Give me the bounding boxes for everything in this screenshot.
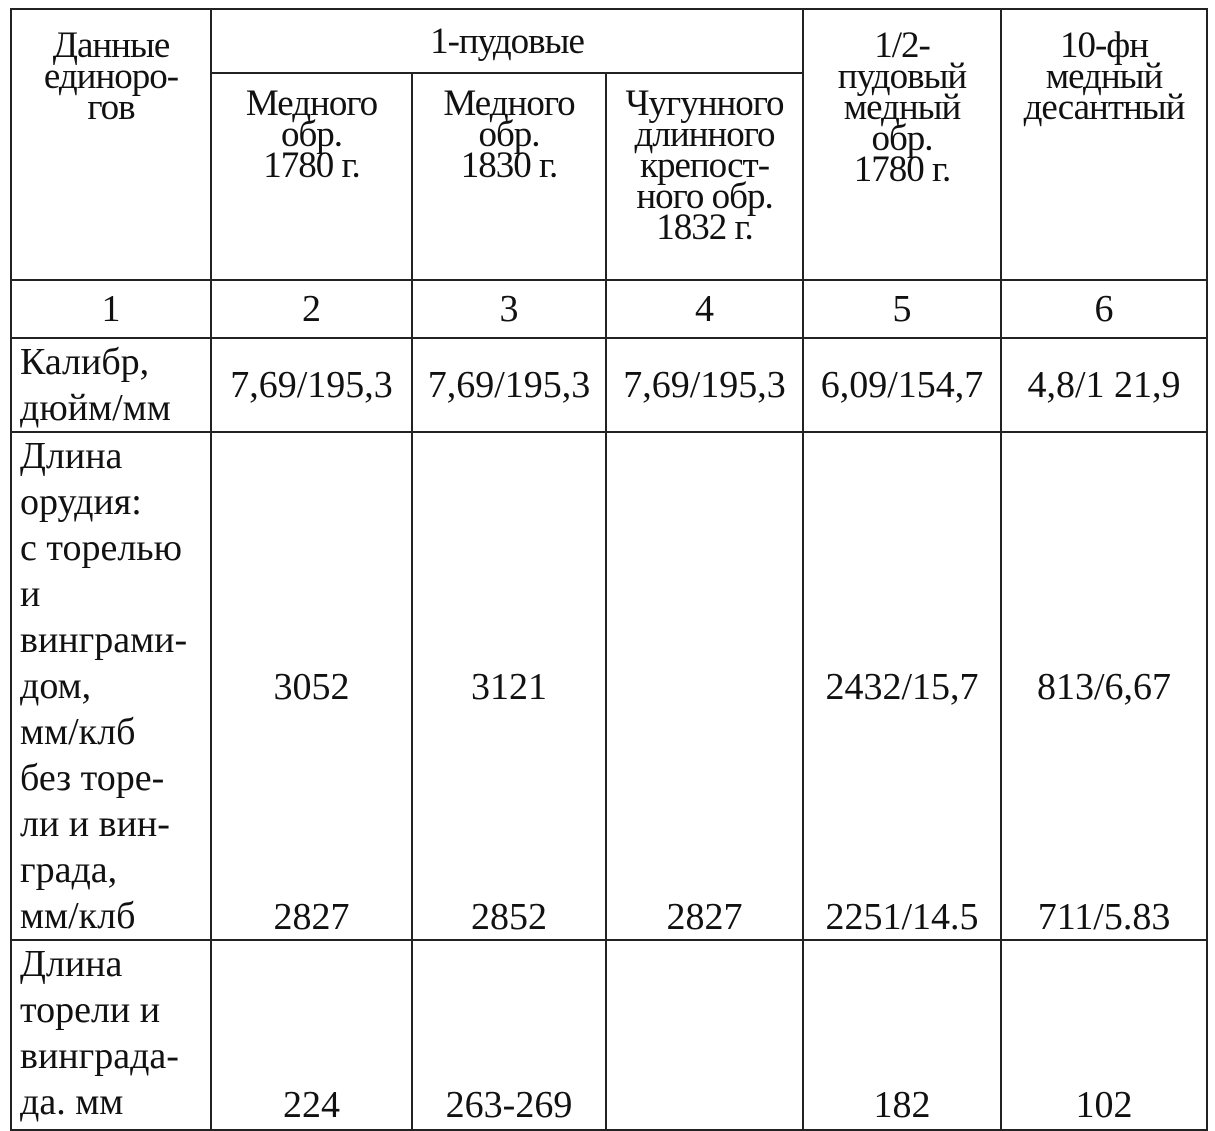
length-label-line: мм/клб xyxy=(20,895,136,937)
length-with-torel-value: 3121 xyxy=(471,666,547,708)
length-without-torel-value: 2852 xyxy=(471,896,547,938)
torel-value: 182 xyxy=(803,940,1001,1130)
length-cell xyxy=(606,432,803,940)
torel-label-line: торели и xyxy=(20,989,161,1031)
length-without-torel-value: 2827 xyxy=(666,896,743,938)
header-col5-line: обр. xyxy=(871,118,933,159)
caliber-value: 4,8/1 21,9 xyxy=(1001,338,1207,432)
header-col4 xyxy=(606,73,803,280)
header-col4-line: Чугунного xyxy=(625,83,784,124)
length-label-line: орудия: xyxy=(20,481,142,523)
header-col6-line: медный xyxy=(1045,56,1163,97)
data-table xyxy=(10,8,1208,1131)
header-col3-line: обр. xyxy=(478,114,540,155)
torel-value: 263-269 xyxy=(412,940,606,1130)
caliber-label xyxy=(11,338,211,432)
header-col5-line: 1/2- xyxy=(874,25,930,66)
length-label-line: мм/клб xyxy=(20,711,136,753)
caliber-value: 6,09/154,7 xyxy=(803,338,1001,432)
header-col2-line: Медного xyxy=(245,83,378,124)
length-cell xyxy=(211,432,412,940)
header-col4-line: длинного xyxy=(634,114,775,155)
header-col3-line: 1830 г. xyxy=(460,145,558,186)
length-label-line: с торелью xyxy=(20,527,183,569)
column-number: 1 xyxy=(11,280,211,338)
torel-row xyxy=(11,940,1207,1130)
header-col4-line: ного обр. xyxy=(636,176,773,217)
caliber-value: 7,69/195,3 xyxy=(211,338,412,432)
header-col5-line: 1780 г. xyxy=(853,149,951,190)
length-cell xyxy=(1001,432,1207,940)
header-col6-line: десантный xyxy=(1023,87,1185,128)
header-col5 xyxy=(803,9,1001,280)
header-col6-line: 10-фн xyxy=(1059,25,1149,66)
header-col2-line: 1780 г. xyxy=(263,145,360,186)
length-without-torel-value: 2251/14.5 xyxy=(825,896,979,938)
column-number-row xyxy=(11,280,1207,338)
length-without-torel-value: 2827 xyxy=(273,896,350,938)
header-col3-line: Медного xyxy=(443,83,575,124)
caliber-value: 7,69/195,3 xyxy=(412,338,606,432)
header-col6 xyxy=(1001,9,1207,280)
caliber-label-line: Калибр, xyxy=(20,341,150,383)
column-number: 2 xyxy=(211,280,412,338)
length-label-line: дом, xyxy=(20,665,92,707)
length-label-line: без торе- xyxy=(20,757,165,799)
length-label-line: Длина xyxy=(20,435,123,477)
length-with-torel-value: 3052 xyxy=(273,666,350,708)
column-number: 5 xyxy=(803,280,1001,338)
header-data-line: гов xyxy=(87,87,135,128)
torel-value: 224 xyxy=(211,940,412,1130)
length-label-line: и винграми- xyxy=(20,573,188,661)
length-cell xyxy=(803,432,1001,940)
header-col3 xyxy=(412,73,606,280)
length-with-torel-value: 2432/15,7 xyxy=(825,666,979,708)
length-without-torel-value: 711/5.83 xyxy=(1037,896,1171,938)
header-data-line: Данные xyxy=(52,25,170,66)
header-col2 xyxy=(211,73,412,280)
column-number: 6 xyxy=(1001,280,1207,338)
torel-label xyxy=(11,940,211,1130)
length-with-torel-value: 813/6,67 xyxy=(1036,666,1172,708)
torel-value xyxy=(606,940,803,1130)
header-col4-line: крепост- xyxy=(639,145,770,186)
header-row-1 xyxy=(11,9,1207,73)
length-label-line: града, xyxy=(20,849,118,891)
header-col5-line: медный xyxy=(843,87,961,128)
torel-label-line: да. мм xyxy=(20,1081,124,1123)
header-data xyxy=(11,9,211,280)
header-col4-line: 1832 г. xyxy=(656,207,753,248)
length-row xyxy=(11,432,1207,940)
header-group-1pud: 1-пудовые xyxy=(211,9,803,73)
header-data-line: единоро- xyxy=(43,56,179,97)
column-number: 3 xyxy=(412,280,606,338)
header-col5-line: пудовый xyxy=(837,56,967,97)
caliber-label-line: дюйм/мм xyxy=(20,387,171,429)
torel-value: 102 xyxy=(1001,940,1207,1130)
header-col2-line: обр. xyxy=(280,114,343,155)
length-cell xyxy=(412,432,606,940)
caliber-value: 7,69/195,3 xyxy=(606,338,803,432)
torel-label-line: Длина xyxy=(20,943,123,985)
caliber-row xyxy=(11,338,1207,432)
column-number: 4 xyxy=(606,280,803,338)
length-label xyxy=(11,432,211,940)
length-label-line: ли и вин- xyxy=(20,803,170,845)
torel-label-line: винграда- xyxy=(20,1035,179,1077)
